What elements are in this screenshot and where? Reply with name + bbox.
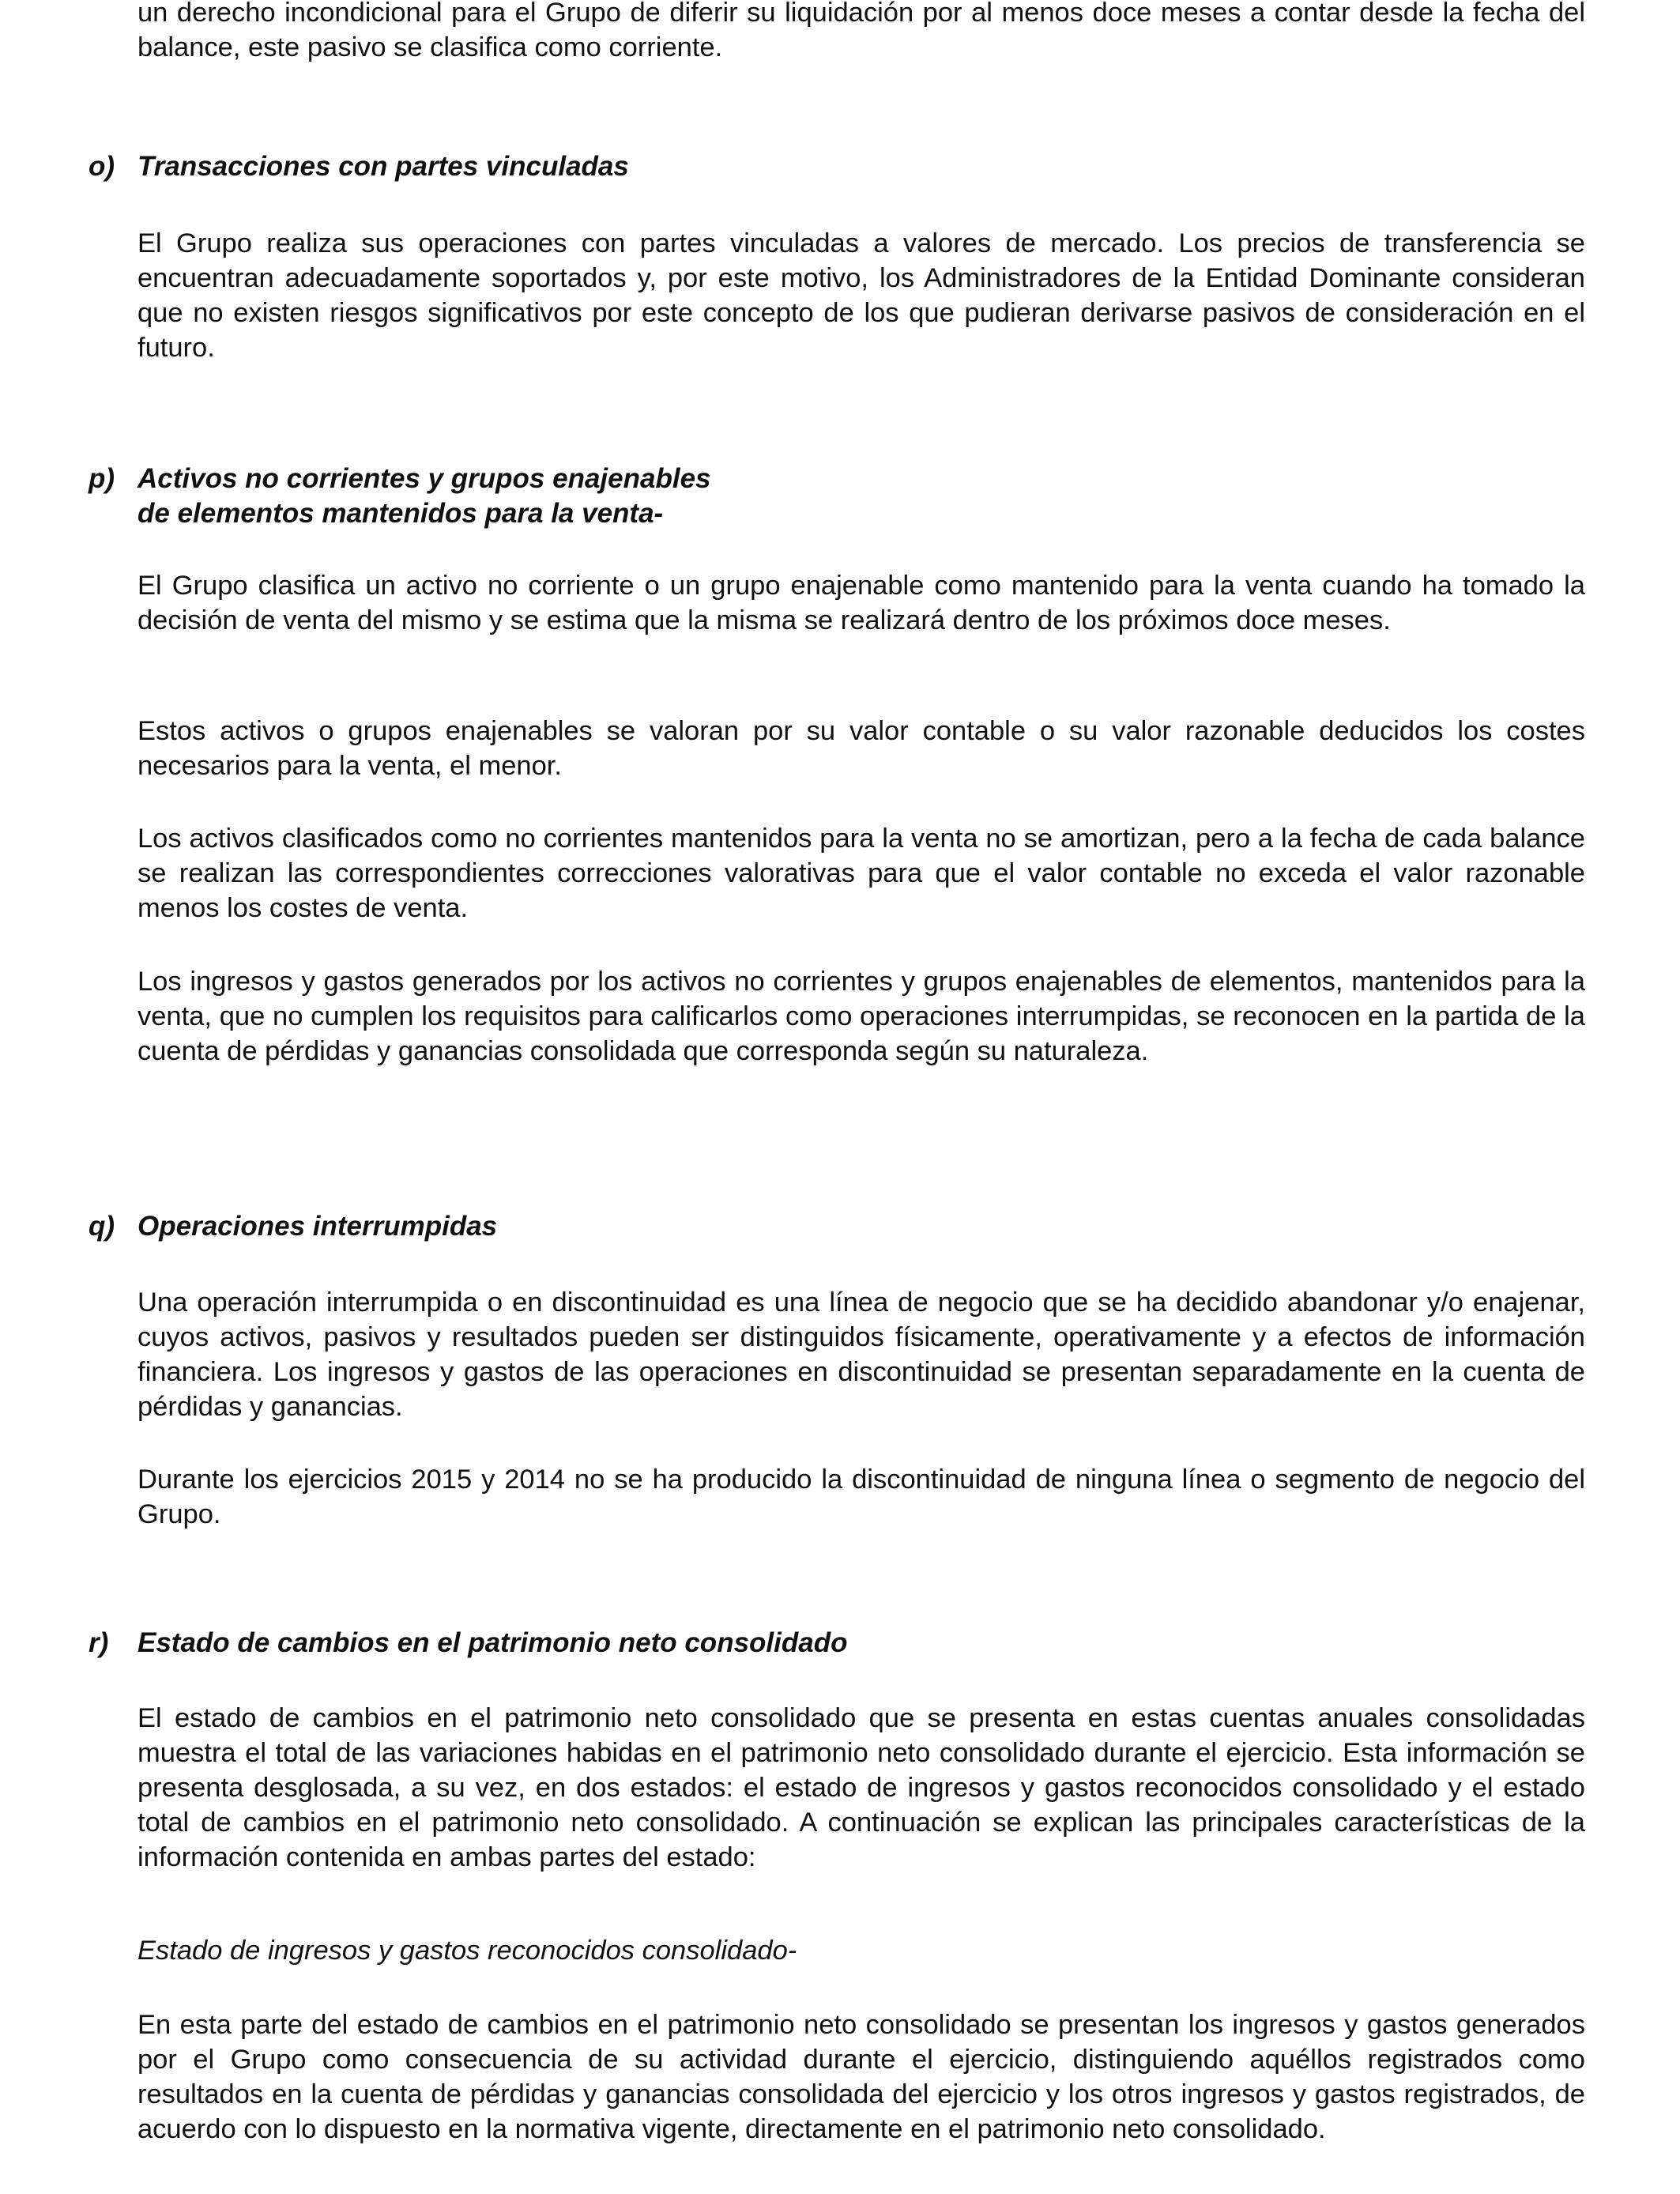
section-o-title: Transacciones con partes vinculadas — [137, 151, 629, 182]
section-q-paragraph-2: Durante los ejercicios 2015 y 2014 no se ha producido la discontinuidad de ninguna línea o segmento de negocio del Grupo. — [137, 1465, 1585, 1529]
section-o-paragraph-1: El Grupo realiza sus operaciones con partes vinculadas a valores de mercado. Los precios de transferencia se encuentran adecuadamente soportados y, por este motivo, los Administradores de la Entidad Dominante consideran que no existen riesgos significativos por este concepto de los que pudieran derivarse pasivos de consideración en el futuro. — [137, 228, 1585, 363]
section-p-letter: p) — [89, 463, 115, 494]
section-r-letter: r) — [89, 1627, 109, 1658]
section-o-letter: o) — [89, 151, 115, 182]
section-p-paragraph-1: El Grupo clasifica un activo no corriente o un grupo enajenable como mantenido para la venta cuando ha tomado la decisión de venta del mismo y se estima que la misma se realizará dentro de los próximos doce meses. — [137, 571, 1585, 635]
section-q-paragraph-1: Una operación interrumpida o en discontinuidad es una línea de negocio que se ha decidido abandonar y/o enajenar, cuyos activos, pasivos y resultados pueden ser distinguidos físicamente, operativamente y a efectos de información financiera. Los ingresos y gastos de las operaciones en discontinuidad se presentan separadamente en la cuenta de pérdidas y ganancias. — [137, 1287, 1585, 1422]
intro-paragraph: un derecho incondicional para el Grupo de diferir su liquidación por al menos doce meses a contar desde la fecha del balance, este pasivo se clasifica como corriente. — [137, 0, 1585, 62]
section-r-subparagraph-1: En esta parte del estado de cambios en el patrimonio neto consolidado se presentan los ingresos y gastos generados por el Grupo como consecuencia de su actividad durante el ejercicio, distinguiendo aquéllos registrados como resultados en la cuenta de pérdidas y ganancias consolidada del ejercicio y los otros ingresos y gastos registrados, de acuerdo con lo dispuesto en la normativa vigente, directamente en el patrimonio neto consolidado. — [137, 2010, 1585, 2144]
section-r-heading — [89, 1626, 847, 1661]
section-q-letter: q) — [89, 1211, 115, 1242]
section-p-title-line2: de elementos mantenidos para la venta- — [137, 498, 664, 529]
section-r-subheading: Estado de ingresos y gastos reconocidos consolidado- — [137, 1936, 797, 1966]
section-r-paragraph-1: El estado de cambios en el patrimonio neto consolidado que se presenta en estas cuentas anuales consolidadas muestra el total de las variaciones habidas en el patrimonio neto consolidado durante el ejercicio. Esta información se presenta desglosada, a su vez, en dos estados: el estado de ingresos y gastos reconocidos consolidado y el estado total de cambios en el patrimonio neto consolidado. A continuación se explican las principales características de la información contenida en ambas partes del estado: — [137, 1703, 1585, 1872]
section-o-heading — [89, 149, 629, 184]
section-r-title: Estado de cambios en el patrimonio neto consolidado — [137, 1627, 848, 1658]
section-p-paragraph-2: Estos activos o grupos enajenables se valoran por su valor contable o su valor razonable deducidos los costes necesarios para la venta, el menor. — [137, 716, 1585, 781]
section-q-heading — [89, 1209, 497, 1244]
section-q-title: Operaciones interrumpidas — [137, 1211, 498, 1242]
section-p-heading — [89, 462, 711, 531]
section-p-title-line1: Activos no corrientes y grupos enajenables — [137, 463, 711, 494]
section-p-paragraph-4: Los ingresos y gastos generados por los activos no corrientes y grupos enajenables de elementos, mantenidos para la venta, que no cumplen los requisitos para calificarlos como operaciones interrumpidas, se reconocen en la partida de la cuenta de pérdidas y ganancias consolidada que corresponda según su naturaleza. — [137, 967, 1585, 1066]
section-p-paragraph-3: Los activos clasificados como no corrientes mantenidos para la venta no se amortizan, pero a la fecha de cada balance se realizan las correspondientes correcciones valorativas para que el valor contable no exceda el valor razonable menos los costes de venta. — [137, 824, 1585, 923]
